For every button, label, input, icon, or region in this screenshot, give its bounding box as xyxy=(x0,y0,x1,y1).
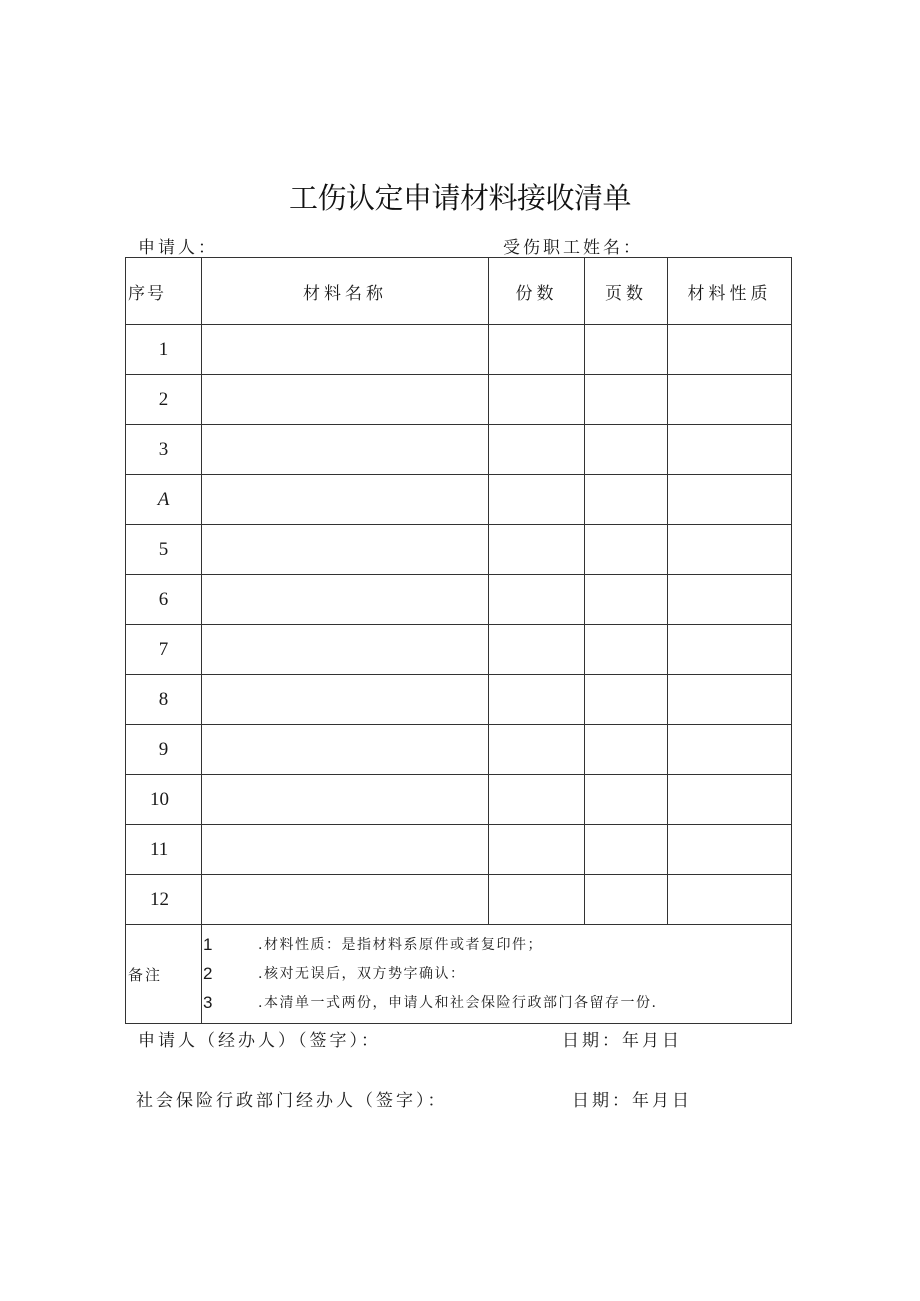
material-nature-cell[interactable] xyxy=(668,525,792,575)
header-pages: 页数 xyxy=(585,258,668,325)
pages-cell[interactable] xyxy=(585,575,668,625)
material-nature-cell[interactable] xyxy=(668,425,792,475)
material-name-cell[interactable] xyxy=(202,325,489,375)
pages-cell[interactable] xyxy=(585,825,668,875)
remark-text: .材料性质：是指材料系原件或者复印件； xyxy=(258,937,543,953)
pages-cell[interactable] xyxy=(585,625,668,675)
row-number: 1 xyxy=(126,325,202,375)
copies-cell[interactable] xyxy=(489,825,585,875)
pages-cell[interactable] xyxy=(585,425,668,475)
pages-cell[interactable] xyxy=(585,525,668,575)
header-seq: 序号 xyxy=(126,258,202,325)
row-number: 8 xyxy=(126,675,202,725)
table-row xyxy=(126,825,792,875)
material-name-cell[interactable] xyxy=(202,375,489,425)
remarks-row xyxy=(126,925,792,1024)
injured-worker-label: 受伤职工姓名： xyxy=(503,238,643,258)
material-name-cell[interactable] xyxy=(202,775,489,825)
row-number: 11 xyxy=(126,825,202,875)
copies-cell[interactable] xyxy=(489,675,585,725)
remark-text: .本清单一式两份，申请人和社会保险行政部门各留存一份. xyxy=(258,995,658,1011)
material-nature-cell[interactable] xyxy=(668,725,792,775)
table-row xyxy=(126,675,792,725)
remarks-label: 备注 xyxy=(126,925,202,1024)
pages-cell[interactable] xyxy=(585,375,668,425)
material-name-cell[interactable] xyxy=(202,475,489,525)
row-number: 6 xyxy=(126,575,202,625)
row-number: 5 xyxy=(126,525,202,575)
agency-date-label: 日期：年月日 xyxy=(572,1091,692,1111)
copies-cell[interactable] xyxy=(489,325,585,375)
copies-cell[interactable] xyxy=(489,725,585,775)
pages-cell[interactable] xyxy=(585,325,668,375)
copies-cell[interactable] xyxy=(489,875,585,925)
table-row xyxy=(126,575,792,625)
remark-text: .核对无误后，双方势字确认： xyxy=(258,966,466,982)
remark-number: 3 xyxy=(203,993,213,1012)
remarks-cell xyxy=(202,925,792,1024)
table-row xyxy=(126,525,792,575)
form-title: 工伤认定申请材料接收清单 xyxy=(288,181,631,215)
table-row xyxy=(126,325,792,375)
row-number: 2 xyxy=(126,375,202,425)
applicant-label: 申请人： xyxy=(138,238,218,258)
copies-cell[interactable] xyxy=(489,575,585,625)
row-number: 3 xyxy=(126,425,202,475)
pages-cell[interactable] xyxy=(585,675,668,725)
material-nature-cell[interactable] xyxy=(668,825,792,875)
pages-cell[interactable] xyxy=(585,875,668,925)
agency-signature-label: 社会保险行政部门经办人（签字）： xyxy=(136,1091,448,1111)
header-material-name: 材料名称 xyxy=(202,258,489,325)
remark-note xyxy=(202,991,791,1020)
copies-cell[interactable] xyxy=(489,475,585,525)
remark-note xyxy=(202,933,791,962)
material-nature-cell[interactable] xyxy=(668,625,792,675)
copies-cell[interactable] xyxy=(489,425,585,475)
copies-cell[interactable] xyxy=(489,625,585,675)
remark-number: 1 xyxy=(203,935,213,954)
remark-number: 2 xyxy=(203,964,213,983)
table-row xyxy=(126,775,792,825)
material-nature-cell[interactable] xyxy=(668,775,792,825)
row-number: 9 xyxy=(126,725,202,775)
material-name-cell[interactable] xyxy=(202,575,489,625)
material-nature-cell[interactable] xyxy=(668,675,792,725)
remark-note xyxy=(202,962,791,991)
row-number: 7 xyxy=(126,625,202,675)
material-name-cell[interactable] xyxy=(202,625,489,675)
material-name-cell[interactable] xyxy=(202,825,489,875)
material-name-cell[interactable] xyxy=(202,425,489,475)
material-nature-cell[interactable] xyxy=(668,875,792,925)
row-number: A xyxy=(126,475,202,525)
applicant-date-label: 日期：年月日 xyxy=(562,1031,682,1051)
header-copies: 份数 xyxy=(489,258,585,325)
material-nature-cell[interactable] xyxy=(668,325,792,375)
material-name-cell[interactable] xyxy=(202,525,489,575)
material-name-cell[interactable] xyxy=(202,875,489,925)
row-number: 12 xyxy=(126,875,202,925)
material-name-cell[interactable] xyxy=(202,675,489,725)
pages-cell[interactable] xyxy=(585,775,668,825)
pages-cell[interactable] xyxy=(585,475,668,525)
header-material-nature: 材料性质 xyxy=(668,258,792,325)
copies-cell[interactable] xyxy=(489,525,585,575)
table-header-row xyxy=(126,258,792,325)
material-nature-cell[interactable] xyxy=(668,475,792,525)
copies-cell[interactable] xyxy=(489,775,585,825)
copies-cell[interactable] xyxy=(489,375,585,425)
table-row xyxy=(126,375,792,425)
table-row xyxy=(126,625,792,675)
material-nature-cell[interactable] xyxy=(668,375,792,425)
material-name-cell[interactable] xyxy=(202,725,489,775)
pages-cell[interactable] xyxy=(585,725,668,775)
material-nature-cell[interactable] xyxy=(668,575,792,625)
materials-table xyxy=(125,257,792,1024)
row-number: 10 xyxy=(126,775,202,825)
applicant-signature-label: 申请人（经办人）（签字）： xyxy=(138,1031,381,1051)
table-row xyxy=(126,475,792,525)
table-row xyxy=(126,725,792,775)
table-body xyxy=(126,325,792,1024)
table-row xyxy=(126,875,792,925)
table-row xyxy=(126,425,792,475)
